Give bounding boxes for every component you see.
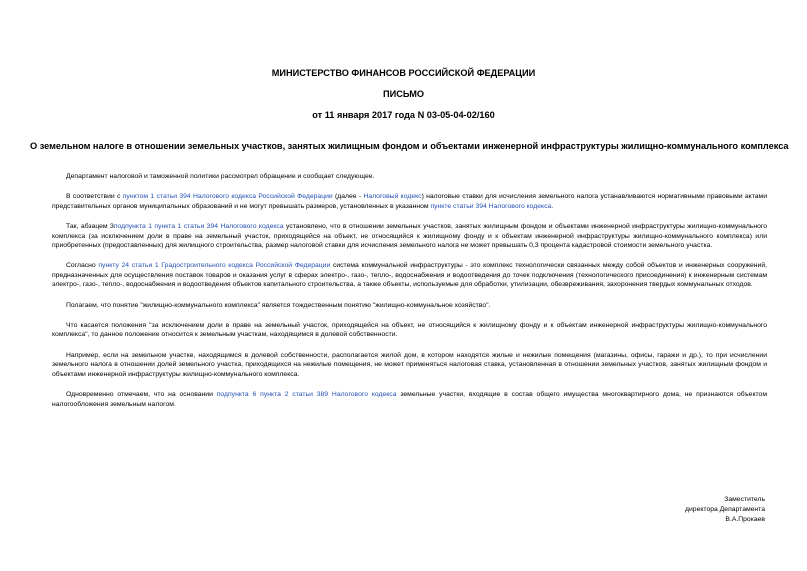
ministry-heading: МИНИСТЕРСТВО ФИНАНСОВ РОССИЙСКОЙ ФЕДЕРАЦИИ <box>271 68 536 78</box>
paragraph-8 <box>52 390 767 409</box>
signature-department: директора Департамента <box>685 505 765 513</box>
link-tax-code-art394-p1[interactable]: пунктом 1 статьи 394 Налогового кодекса Российской Федерации <box>122 193 333 201</box>
doc-type-heading: ПИСЬМО <box>382 89 425 99</box>
date-number-heading: от 11 января 2017 года N 03-05-04-02/160 <box>312 110 495 120</box>
paragraph-2 <box>52 192 767 211</box>
paragraph-2-text-c: ) налоговые ставки для исчисления земельного налога устанавливаются нормативными правовыми актами представительных органов муниципальных образований и не могут превышать размеров, установленных в указанном <box>52 193 767 210</box>
paragraph-4-text-a: Согласно <box>66 262 99 270</box>
paragraph-1: Департамент налоговой и таможенной политики рассмотрел обращение и сообщает следующее. <box>66 173 375 180</box>
link-tax-code-art394[interactable]: пункте статьи 394 Налогового кодекса <box>430 202 552 210</box>
paragraph-7: Например, если на земельном участке, находящимся в долевой собственности, располагается жилой дом, в котором находятся жилые и нежилые помещения (магазины, офисы, гаражи и др.), то при исчислении земельного налога в отношении долей земельного участка, приходящихся на нежилые помещения, не может применяться налоговая ставка, установленная в отношении земельных участков, занятых жилищным фондом и объектами инженерной инфраструктуры жилищно-коммунального комплекса. <box>52 351 767 378</box>
paragraph-8-text-a: Одновременно отмечаем, что на основании <box>66 391 217 399</box>
paragraph-2-text-a: В соответствии с <box>66 193 123 201</box>
document-title: О земельном налоге в отношении земельных участков, занятых жилищным фондом и объектами инженерной инфраструктуры жилищно-коммунального комплекса <box>30 141 789 151</box>
paragraph-6: Что касается положения "за исключением доли в праве на земельный участок, приходящейся на объект, не относящийся к жилищному фонду и к объектам инженерной инфраструктуры жилищно-коммунального комплекса", то данное положение относится к земельным участкам, находящимся в долевой собственности. <box>52 322 767 339</box>
paragraph-4 <box>52 261 767 289</box>
paragraph-5: Полагаем, что понятие "жилищно-коммунального комплекса" является тождественным понятию "жилищно-коммунальное хозяйство". <box>66 301 491 309</box>
signature-name: В.А.Прокаев <box>725 515 765 523</box>
paragraph-2-text-d: . <box>551 202 554 210</box>
signature-position: Заместитель <box>724 496 765 503</box>
link-tax-code-art394-sub1[interactable]: подпункта 1 пункта 1 статьи 394 Налогового кодекса <box>113 223 284 231</box>
paragraph-4-text-b: система коммунальной инфраструктуры - это комплекс технологически связанных между собой объектов и инженерных сооружений, предназначенных для осуществления поставок товаров и оказания услуг в сферах электро-, газо-, тепло-, водоснабжения и водоотведения до точек подключения (технологического присоединения) к инженерным системам электро-, газо-, тепло-, водоснабжения и водоотведения объектов капитального строительства, а также объекты, используемые для обработки, утилизации, обезвреживания, захоронения твердых коммунальных отходов. <box>52 262 768 289</box>
signature-block <box>685 495 765 524</box>
link-urban-planning-code[interactable]: пункту 24 статьи 1 Градостроительного кодекса Российской Федерации <box>98 262 331 270</box>
document-body <box>52 172 767 420</box>
paragraph-3-text-b: установлено, что в отношении земельных участков, занятых жилищным фондом и объектами инженерной инфраструктуры жилищно-коммунального комплекса (за исключением доли в праве на земельный участок, приходящейся на объект, не относящийся к жилищному фонду и к объектам инженерной инфраструктуры жилищно-коммунального комплекса) или приобретенных (предоставленных) для жилищного строительства, размер налоговой ставки для исчисления земельного налога не может превышать 0,3 процента кадастровой стоимости земельного участка. <box>52 223 767 250</box>
paragraph-3-text-a: Так, абзацем 3 <box>66 223 114 231</box>
paragraph-3 <box>52 222 767 250</box>
paragraph-2-text-b: (далее - <box>332 193 364 201</box>
paragraph-8-text-b: земельные участки, входящие в состав общего имущества многоквартирного дома, не признаются объектом налогообложения земельным налогом. <box>52 391 768 408</box>
link-tax-code-art389[interactable]: подпункта 6 пункта 2 статьи 389 Налогового кодекса <box>216 391 397 399</box>
link-tax-code[interactable]: Налоговый кодекс <box>363 193 422 201</box>
